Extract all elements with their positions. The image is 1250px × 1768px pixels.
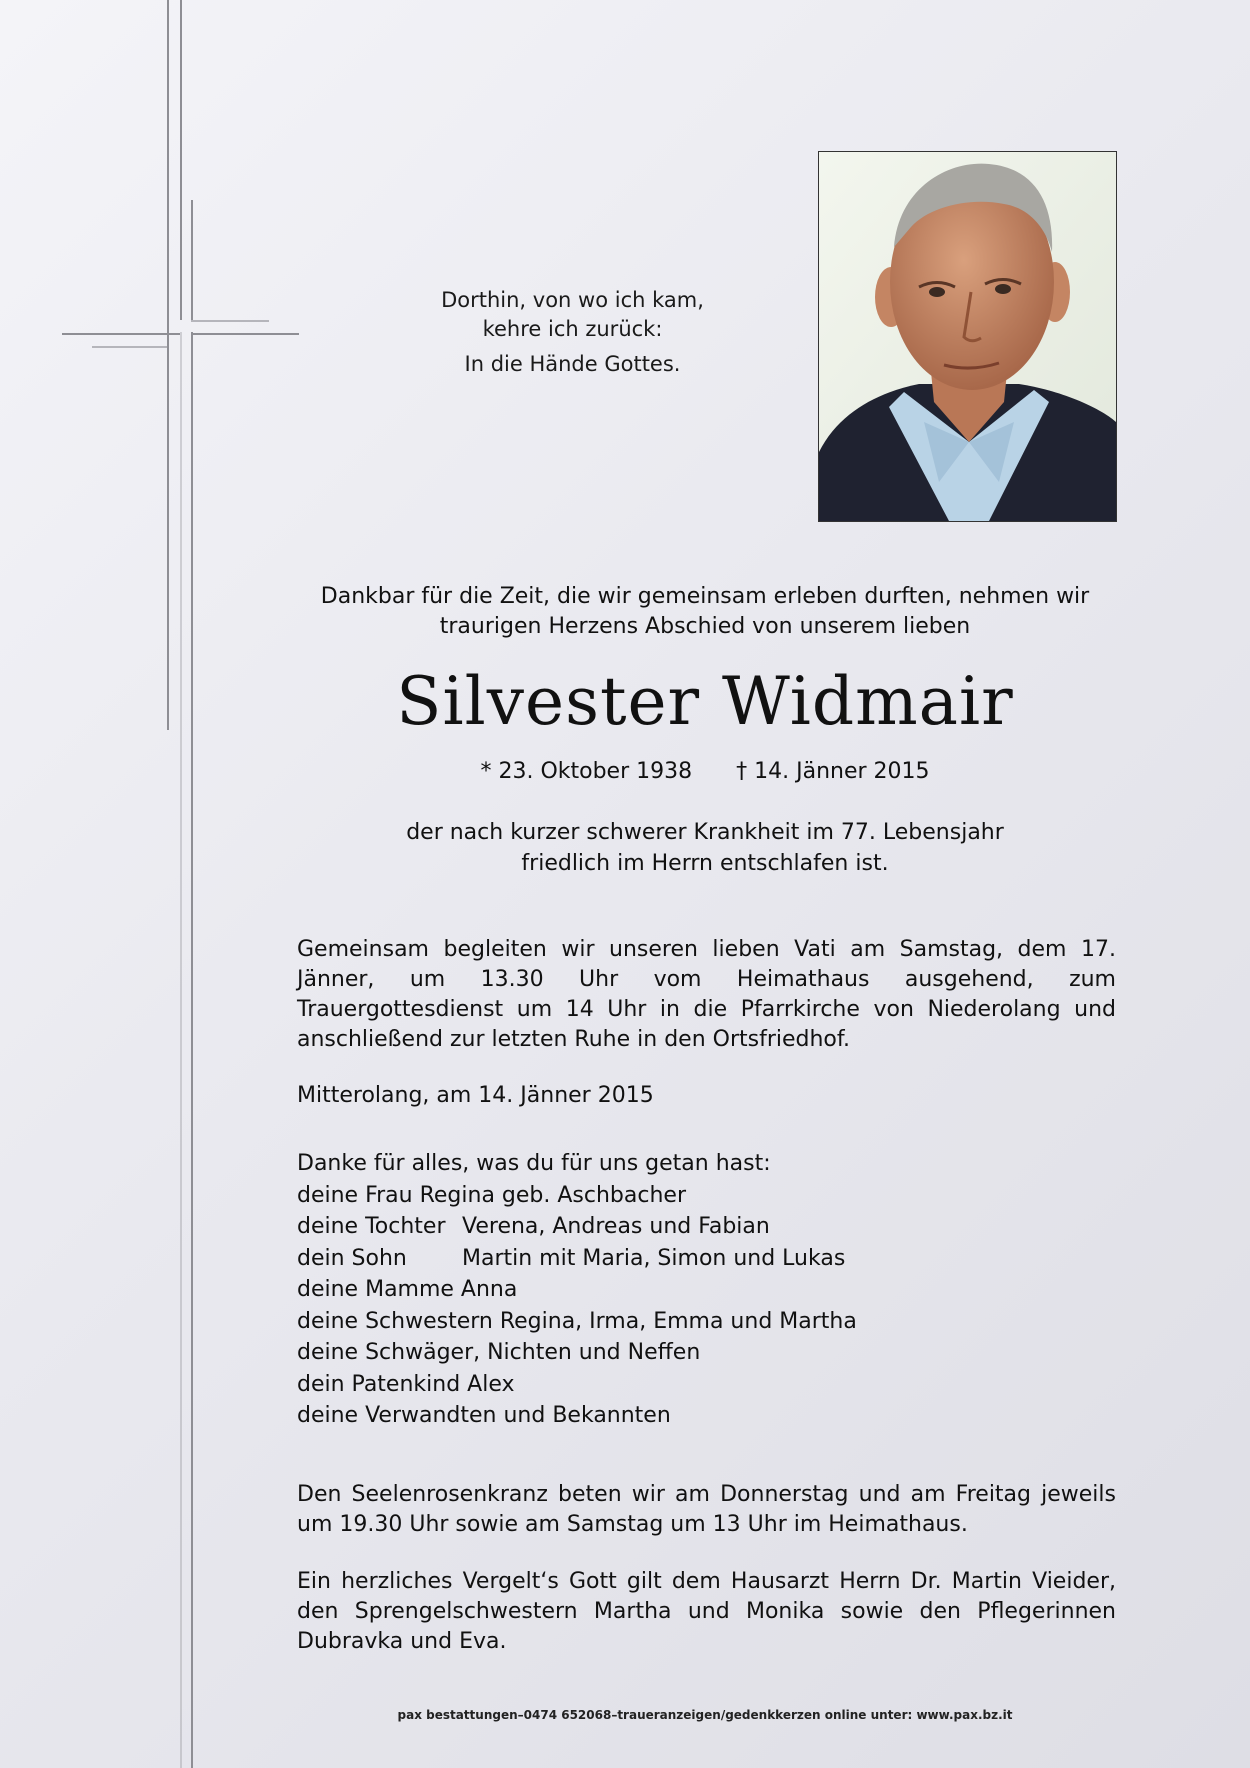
cross-ornament <box>0 0 320 1768</box>
mourners-list <box>297 1148 1116 1432</box>
list-item: deine Tochter Verena, Andreas und Fabian <box>297 1214 770 1239</box>
quote-line: In die Hände Gottes. <box>464 352 681 376</box>
passing-line: der nach kurzer schwerer Krankheit im 77. Lebensjahr <box>406 820 1004 845</box>
bible-quote <box>400 286 745 379</box>
list-item: deine Mamme Anna <box>297 1277 518 1302</box>
list-item: deine Schwestern Regina, Irma, Emma und Martha <box>297 1308 857 1334</box>
deceased-name: Silvester Widmair <box>396 663 1014 740</box>
footer-contact: pax bestattungen–0474 652068–traueranzeigen/gedenkkerzen online unter: www.pax.bz.it <box>397 1708 1013 1722</box>
list-item: Danke für alles, was du für uns getan hast: <box>297 1151 771 1176</box>
intro-line: traurigen Herzens Abschied von unserem lieben <box>439 614 971 639</box>
list-item: deine Schwäger, Nichten und Neffen <box>297 1340 701 1365</box>
passing-text <box>300 817 1110 879</box>
quote-line: Dorthin, von wo ich kam, <box>441 288 704 312</box>
list-item: dein Sohn Martin mit Maria, Simon und Lukas <box>297 1245 846 1271</box>
list-item: deine Frau Regina geb. Aschbacher <box>297 1182 686 1208</box>
life-dates <box>300 757 1110 787</box>
place-date: Mitterolang, am 14. Jänner 2015 <box>297 1083 654 1108</box>
passing-line: friedlich im Herrn entschlafen ist. <box>521 851 889 876</box>
funeral-paragraph: Gemeinsam begleiten wir unseren lieben Vati am Samstag, dem 17. Jänner, um 13.30 Uhr vom Heimathaus ausgehend, zum Trauergottesdienst um 14 Uhr in die Pfarrkirche von Niederolang und anschließend zur letzten Ruhe in den Ortsfriedhof. <box>297 937 1116 1052</box>
portrait-photo <box>818 151 1117 522</box>
death-date: † 14. Jänner 2015 <box>736 759 930 784</box>
list-item: deine Verwandten und Bekannten <box>297 1403 671 1428</box>
intro-line: Dankbar für die Zeit, die wir gemeinsam erleben durften, nehmen wir <box>320 584 1090 609</box>
intro-text <box>300 582 1110 642</box>
birth-date: * 23. Oktober 1938 <box>480 759 693 784</box>
rosary-paragraph: Den Seelenrosenkranz beten wir am Donnerstag und am Freitag jeweils um 19.30 Uhr sowie am Samstag um 13 Uhr im Heimathaus. <box>297 1482 1116 1537</box>
quote-line: kehre ich zurück: <box>482 317 663 341</box>
thanks-paragraph: Ein herzliches Vergelt‘s Gott gilt dem Hausarzt Herrn Dr. Martin Vieider, den Sprengelschwestern Martha und Monika sowie den Pflegerinnen Dubravka und Eva. <box>297 1569 1116 1654</box>
portrait-image <box>819 152 1116 521</box>
list-item: dein Patenkind Alex <box>297 1371 515 1397</box>
